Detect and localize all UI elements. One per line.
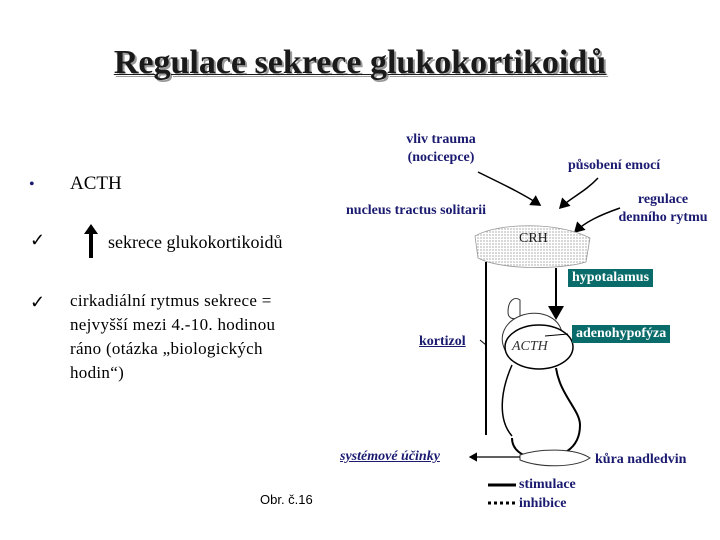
bullet-circadian-check-icon: ✓ bbox=[30, 292, 46, 312]
cortisol-label: kortizol bbox=[419, 334, 466, 349]
inner-loop bbox=[502, 365, 512, 436]
adenohypophysis-label: adenohypofýza bbox=[572, 325, 670, 343]
adrenal-shape bbox=[520, 450, 590, 466]
pituitary-outline bbox=[508, 299, 520, 319]
nucleus-label: nucleus tractus solitarii bbox=[346, 203, 486, 218]
emotion-arrow bbox=[560, 178, 598, 208]
bullet-acth-text: ACTH bbox=[70, 173, 122, 194]
trauma-label-1: vliv trauma bbox=[406, 132, 476, 147]
bullet-secretion-check-icon: ✓ bbox=[30, 230, 46, 250]
trauma-label-2: (nocicepce) bbox=[407, 150, 475, 165]
bullet-acth-marker: • bbox=[29, 176, 35, 193]
legend-inhibition-label: inhibice bbox=[519, 496, 567, 511]
bullet-circadian-line-4: hodin“) bbox=[70, 363, 125, 382]
rhythm-label-2: denního rytmu bbox=[618, 210, 708, 225]
bullet-secretion-text: sekrece glukokortikoidů bbox=[108, 232, 283, 252]
crh-label: CRH bbox=[519, 231, 548, 246]
systemic-effects-label: systémové účinky bbox=[340, 449, 440, 464]
emotion-label: působení emocí bbox=[568, 158, 661, 173]
page-title: Regulace sekrece glukokortikoidů bbox=[113, 44, 607, 81]
stimulation-loop bbox=[512, 368, 580, 458]
adrenal-label: kůra nadledvin bbox=[595, 452, 687, 467]
bullet-circadian-line-1: cirkadiální rytmus sekrece = bbox=[70, 291, 272, 310]
hypothalamus-label: hypotalamus bbox=[568, 269, 653, 287]
acth-ellipse-label: ACTH bbox=[512, 339, 548, 354]
trauma-arrow bbox=[478, 172, 540, 205]
bullet-circadian-line-3: ráno (otázka „biologických bbox=[70, 339, 263, 358]
legend-stimulation-label: stimulace bbox=[519, 477, 576, 492]
figure-caption: Obr. č.16 bbox=[260, 492, 313, 507]
bullet-circadian-line-2: nejvyšší mezi 4.-10. hodinou bbox=[70, 315, 276, 334]
rhythm-label-1: regulace bbox=[637, 192, 689, 207]
